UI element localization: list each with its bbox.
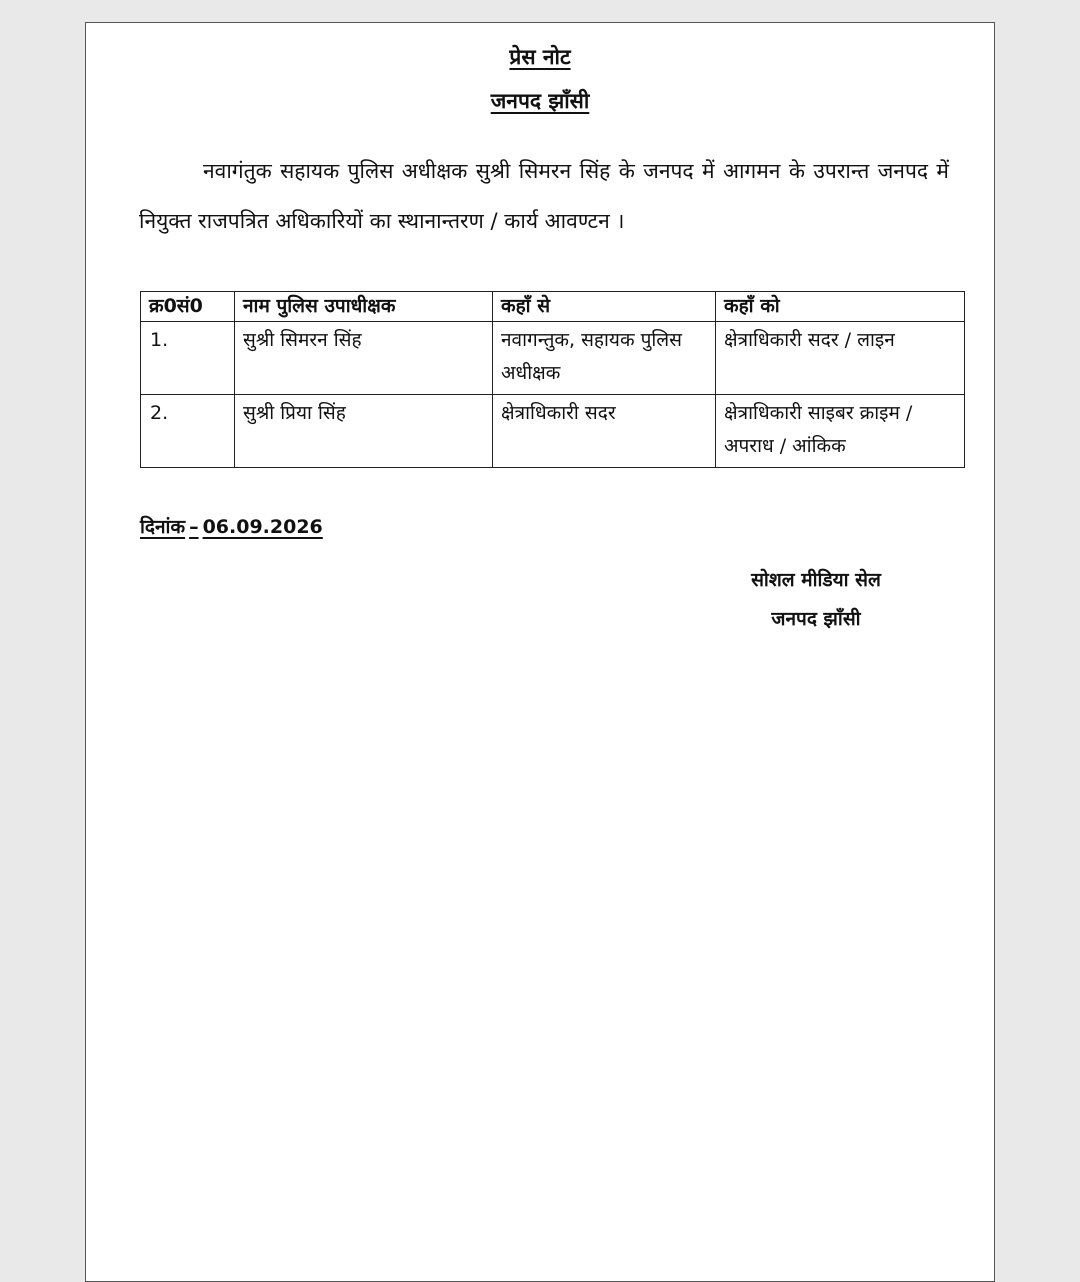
- date-separator: –: [189, 516, 199, 538]
- cell-name: सुश्री सिमरन सिंह: [235, 322, 493, 395]
- cell-from: नवागन्तुक, सहायक पुलिस अधीक्षक: [493, 322, 716, 395]
- column-header-from: कहाँ से: [493, 292, 716, 322]
- cell-name: सुश्री प्रिया सिंह: [235, 395, 493, 468]
- column-header-serial: क्र0सं0: [141, 292, 235, 322]
- table-row: [141, 322, 965, 395]
- intro-paragraph: नवागंतुक सहायक पुलिस अधीक्षक सुश्री सिमरन सिंह के जनपद में आगमन के उपरान्त जनपद में नियुक्त राजपत्रित अधिकारियों का स्थानान्तरण / कार्य आवण्टन ।: [139, 159, 949, 233]
- document-subtitle: जनपद झाँसी: [490, 89, 590, 113]
- column-header-to: कहाँ को: [716, 292, 965, 322]
- table-row: [141, 395, 965, 468]
- column-header-name: नाम पुलिस उपाधीक्षक: [235, 292, 493, 322]
- document-page: [85, 22, 995, 1282]
- cell-from: क्षेत्राधिकारी सदर: [493, 395, 716, 468]
- transfer-table: [140, 291, 965, 468]
- date-label: दिनांक: [140, 516, 186, 538]
- table-header-row: [141, 292, 965, 322]
- signature-line-1: सोशल मीडिया सेल: [751, 569, 881, 591]
- document-title: प्रेस नोट: [509, 45, 571, 69]
- date-value: 06.09.2026: [202, 516, 323, 538]
- cell-serial: 2.: [141, 395, 235, 468]
- cell-to: क्षेत्राधिकारी साइबर क्राइम / अपराध / आंकिक: [716, 395, 965, 468]
- cell-serial: 1.: [141, 322, 235, 395]
- cell-to: क्षेत्राधिकारी सदर / लाइन: [716, 322, 965, 395]
- date-line: [140, 513, 323, 539]
- signature-line-2: जनपद झाँसी: [771, 608, 861, 630]
